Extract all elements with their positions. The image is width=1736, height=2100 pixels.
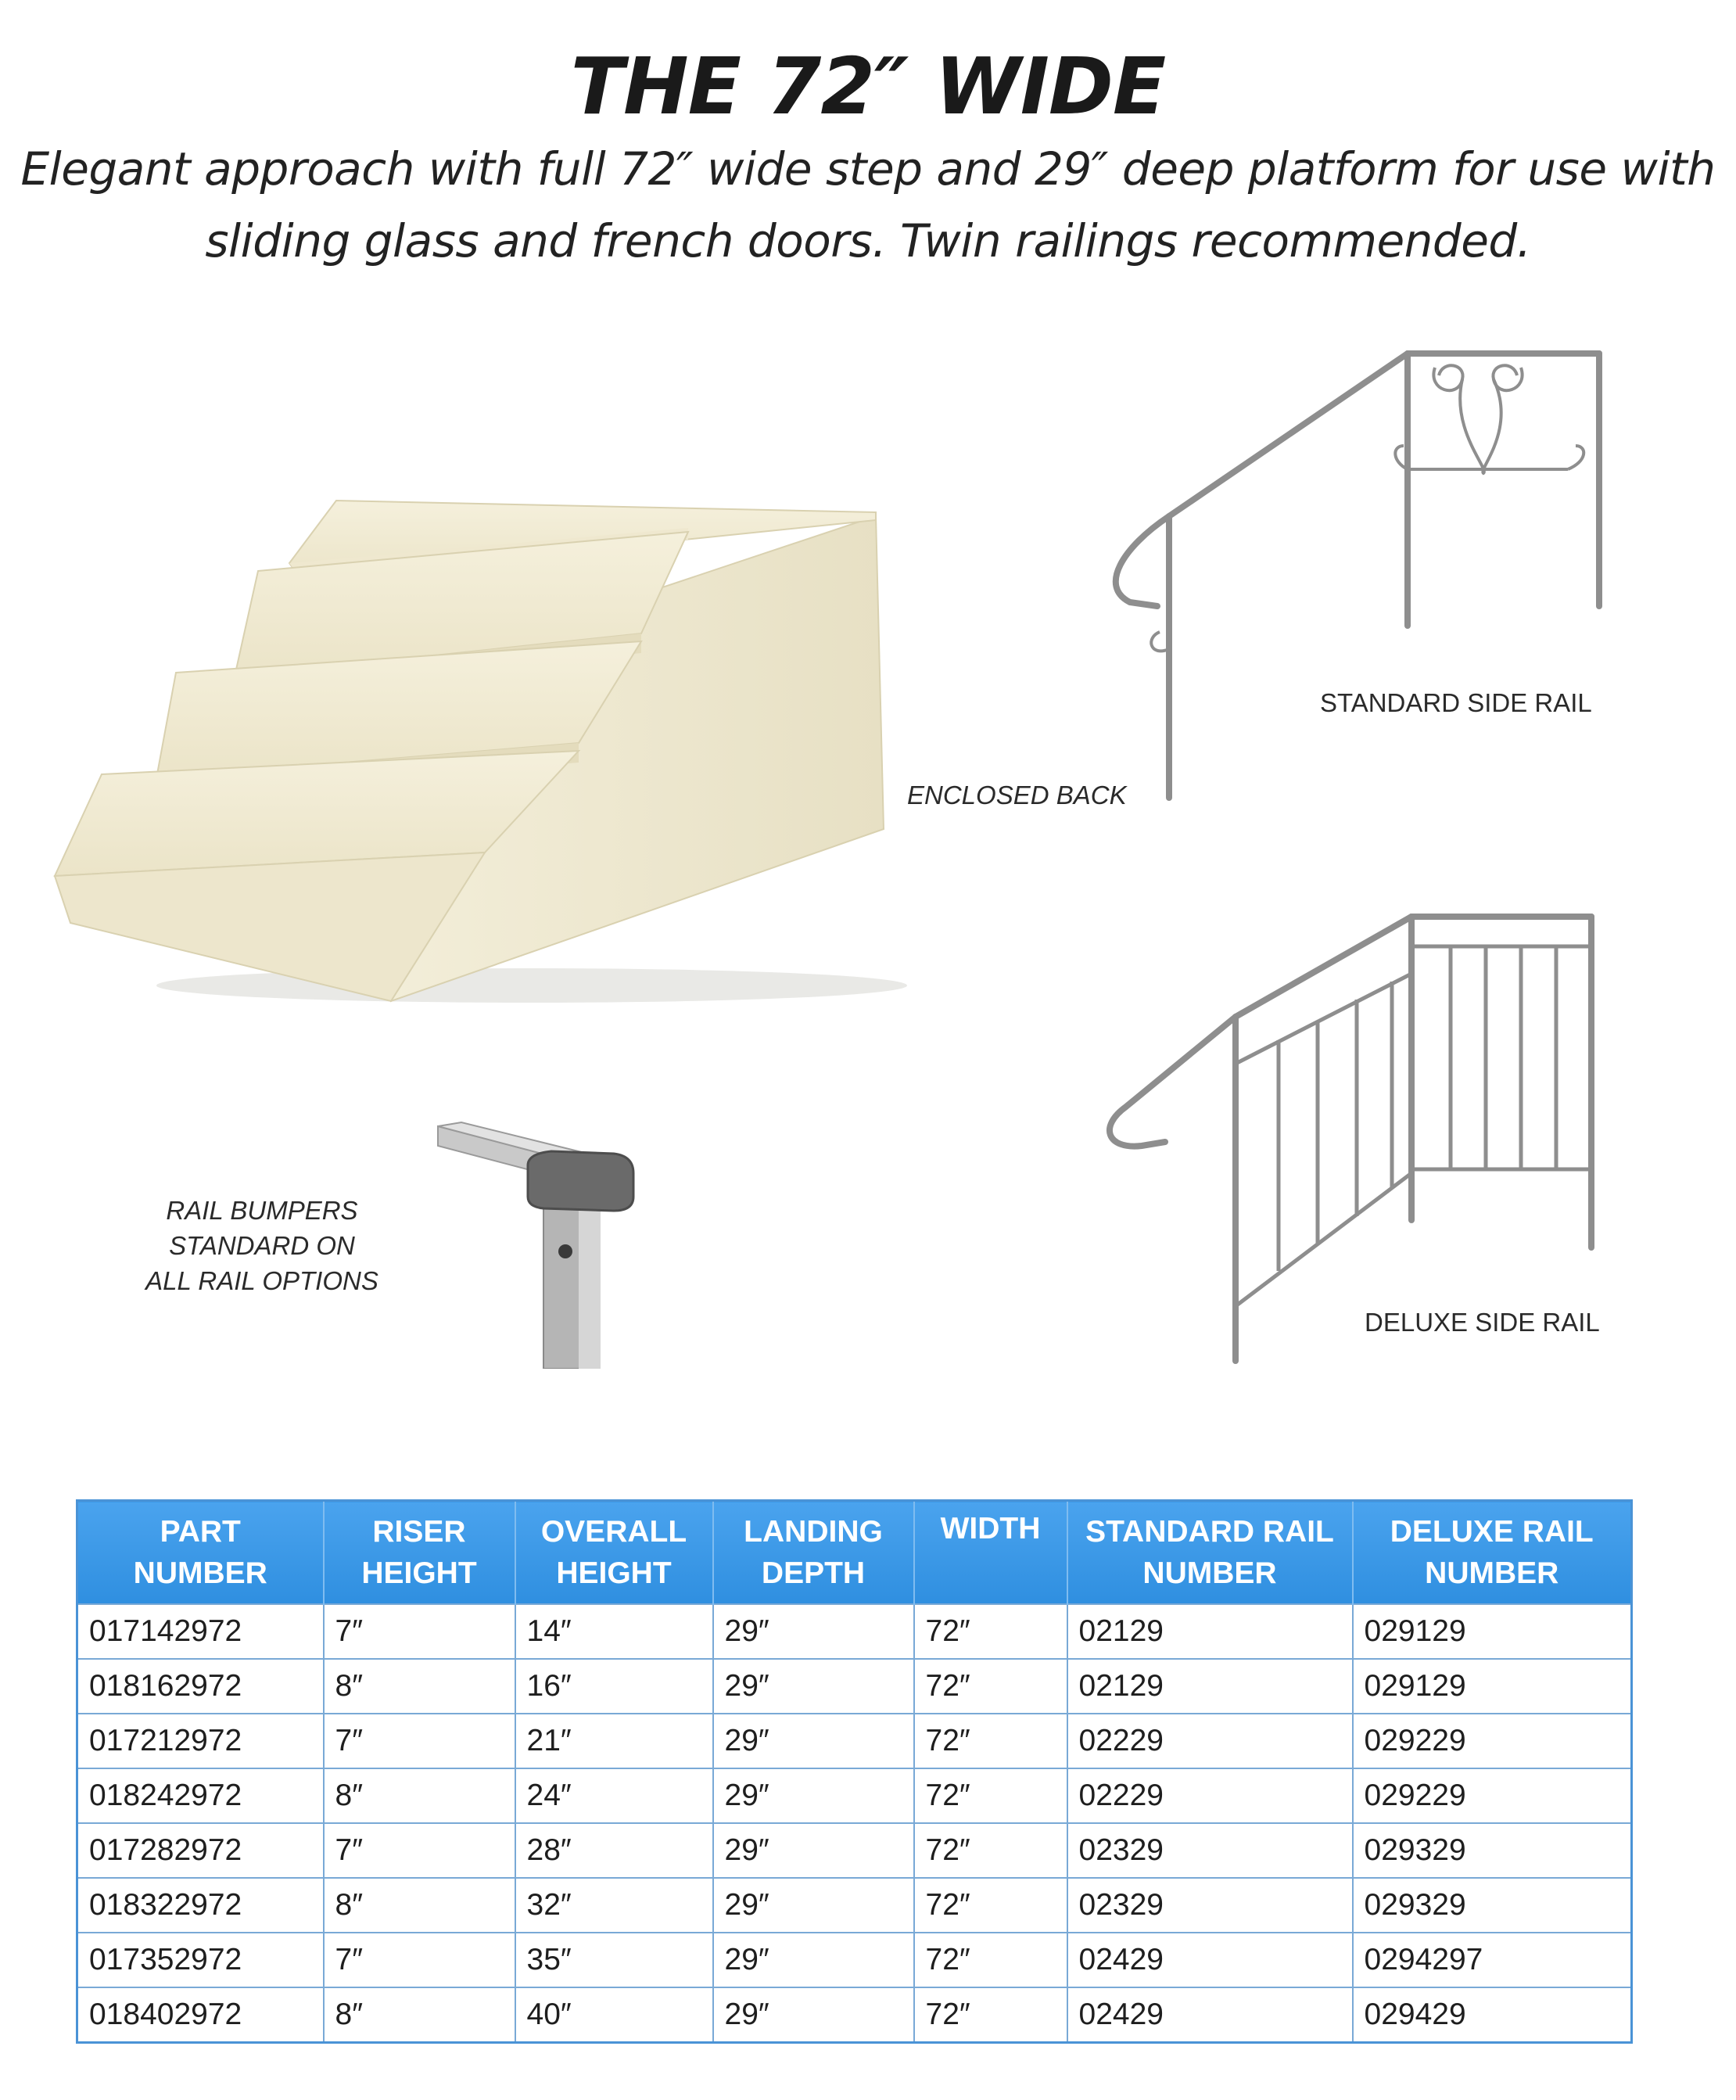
- cell-width: 72″: [914, 1604, 1067, 1659]
- cell-landing-depth: 29″: [713, 1878, 914, 1933]
- cell-part-number: 018162972: [77, 1659, 324, 1714]
- deluxe-side-rail-illustration: [1095, 899, 1642, 1369]
- table-row: [77, 1714, 1632, 1768]
- cell-riser-height: 8″: [324, 1878, 515, 1933]
- cell-width: 72″: [914, 1878, 1067, 1933]
- cell-riser-height: 8″: [324, 1768, 515, 1823]
- table-row: [77, 1933, 1632, 1987]
- cell-landing-depth: 29″: [713, 1933, 914, 1987]
- rail-bumpers-line-3: ALL RAIL OPTIONS: [145, 1266, 378, 1295]
- cell-deluxe-rail-number: 029129: [1353, 1604, 1632, 1659]
- cell-deluxe-rail-number: 029129: [1353, 1659, 1632, 1714]
- cell-overall-height: 16″: [515, 1659, 713, 1714]
- cell-deluxe-rail-number: 029229: [1353, 1714, 1632, 1768]
- cell-deluxe-rail-number: 029329: [1353, 1878, 1632, 1933]
- subtitle-line-2: sliding glass and french doors. Twin railings recommended.: [205, 214, 1531, 267]
- cell-part-number: 018402972: [77, 1987, 324, 2043]
- steps-illustration: [47, 485, 931, 1017]
- table-header-row: [77, 1501, 1632, 1605]
- cell-overall-height: 32″: [515, 1878, 713, 1933]
- cell-standard-rail-number: 02329: [1067, 1878, 1353, 1933]
- cell-landing-depth: 29″: [713, 1604, 914, 1659]
- page-title: THE 72″ WIDE: [570, 41, 1166, 132]
- cell-part-number: 017282972: [77, 1823, 324, 1878]
- column-header-overall-height: OVERALL HEIGHT: [515, 1501, 713, 1605]
- column-header-deluxe-rail-number: DELUXE RAIL NUMBER: [1353, 1501, 1632, 1605]
- cell-width: 72″: [914, 1659, 1067, 1714]
- cell-overall-height: 21″: [515, 1714, 713, 1768]
- cell-deluxe-rail-number: 0294297: [1353, 1933, 1632, 1987]
- cell-part-number: 017142972: [77, 1604, 324, 1659]
- column-header-part-number: PART NUMBER: [77, 1501, 324, 1605]
- table-row: [77, 1823, 1632, 1878]
- standard-side-rail-caption: STANDARD SIDE RAIL: [1320, 688, 1592, 717]
- cell-landing-depth: 29″: [713, 1823, 914, 1878]
- cell-part-number: 018242972: [77, 1768, 324, 1823]
- page-subtitle: [16, 133, 1720, 277]
- cell-overall-height: 35″: [515, 1933, 713, 1987]
- cell-deluxe-rail-number: 029429: [1353, 1987, 1632, 2043]
- cell-part-number: 017352972: [77, 1933, 324, 1987]
- standard-side-rail-illustration: [1083, 336, 1630, 806]
- cell-overall-height: 24″: [515, 1768, 713, 1823]
- cell-width: 72″: [914, 1768, 1067, 1823]
- cell-riser-height: 7″: [324, 1933, 515, 1987]
- subtitle-line-1: Elegant approach with full 72″ wide step and 29″ deep platform for use with: [20, 142, 1716, 196]
- rail-bumper-illustration: [434, 1118, 669, 1369]
- cell-overall-height: 14″: [515, 1604, 713, 1659]
- rail-bumpers-line-1: RAIL BUMPERS: [166, 1196, 358, 1225]
- cell-deluxe-rail-number: 029229: [1353, 1768, 1632, 1823]
- cell-overall-height: 28″: [515, 1823, 713, 1878]
- column-header-riser-height: RISER HEIGHT: [324, 1501, 515, 1605]
- cell-part-number: 017212972: [77, 1714, 324, 1768]
- cell-deluxe-rail-number: 029329: [1353, 1823, 1632, 1878]
- column-header-standard-rail-number: STANDARD RAIL NUMBER: [1067, 1501, 1353, 1605]
- rail-bumpers-caption: [141, 1193, 383, 1298]
- cell-landing-depth: 29″: [713, 1659, 914, 1714]
- cell-riser-height: 7″: [324, 1604, 515, 1659]
- cell-overall-height: 40″: [515, 1987, 713, 2043]
- cell-standard-rail-number: 02229: [1067, 1768, 1353, 1823]
- cell-width: 72″: [914, 1823, 1067, 1878]
- column-header-landing-depth: LANDING DEPTH: [713, 1501, 914, 1605]
- cell-riser-height: 7″: [324, 1823, 515, 1878]
- deluxe-side-rail-caption: DELUXE SIDE RAIL: [1365, 1308, 1600, 1337]
- table-row: [77, 1878, 1632, 1933]
- cell-standard-rail-number: 02129: [1067, 1659, 1353, 1714]
- cell-riser-height: 8″: [324, 1987, 515, 2043]
- table-row: [77, 1987, 1632, 2043]
- cell-width: 72″: [914, 1714, 1067, 1768]
- column-header-width: WIDTH: [914, 1501, 1067, 1605]
- cell-riser-height: 7″: [324, 1714, 515, 1768]
- cell-width: 72″: [914, 1987, 1067, 2043]
- cell-standard-rail-number: 02429: [1067, 1987, 1353, 2043]
- cell-standard-rail-number: 02329: [1067, 1823, 1353, 1878]
- cell-standard-rail-number: 02229: [1067, 1714, 1353, 1768]
- table-row: [77, 1659, 1632, 1714]
- cell-standard-rail-number: 02129: [1067, 1604, 1353, 1659]
- cell-part-number: 018322972: [77, 1878, 324, 1933]
- table-row: [77, 1768, 1632, 1823]
- spec-table: [76, 1499, 1633, 2044]
- cell-riser-height: 8″: [324, 1659, 515, 1714]
- cell-standard-rail-number: 02429: [1067, 1933, 1353, 1987]
- cell-width: 72″: [914, 1933, 1067, 1987]
- cell-landing-depth: 29″: [713, 1768, 914, 1823]
- cell-landing-depth: 29″: [713, 1987, 914, 2043]
- table-row: [77, 1604, 1632, 1659]
- rail-bumpers-line-2: STANDARD ON: [169, 1231, 355, 1260]
- cell-landing-depth: 29″: [713, 1714, 914, 1768]
- enclosed-back-caption: ENCLOSED BACK: [907, 781, 1127, 809]
